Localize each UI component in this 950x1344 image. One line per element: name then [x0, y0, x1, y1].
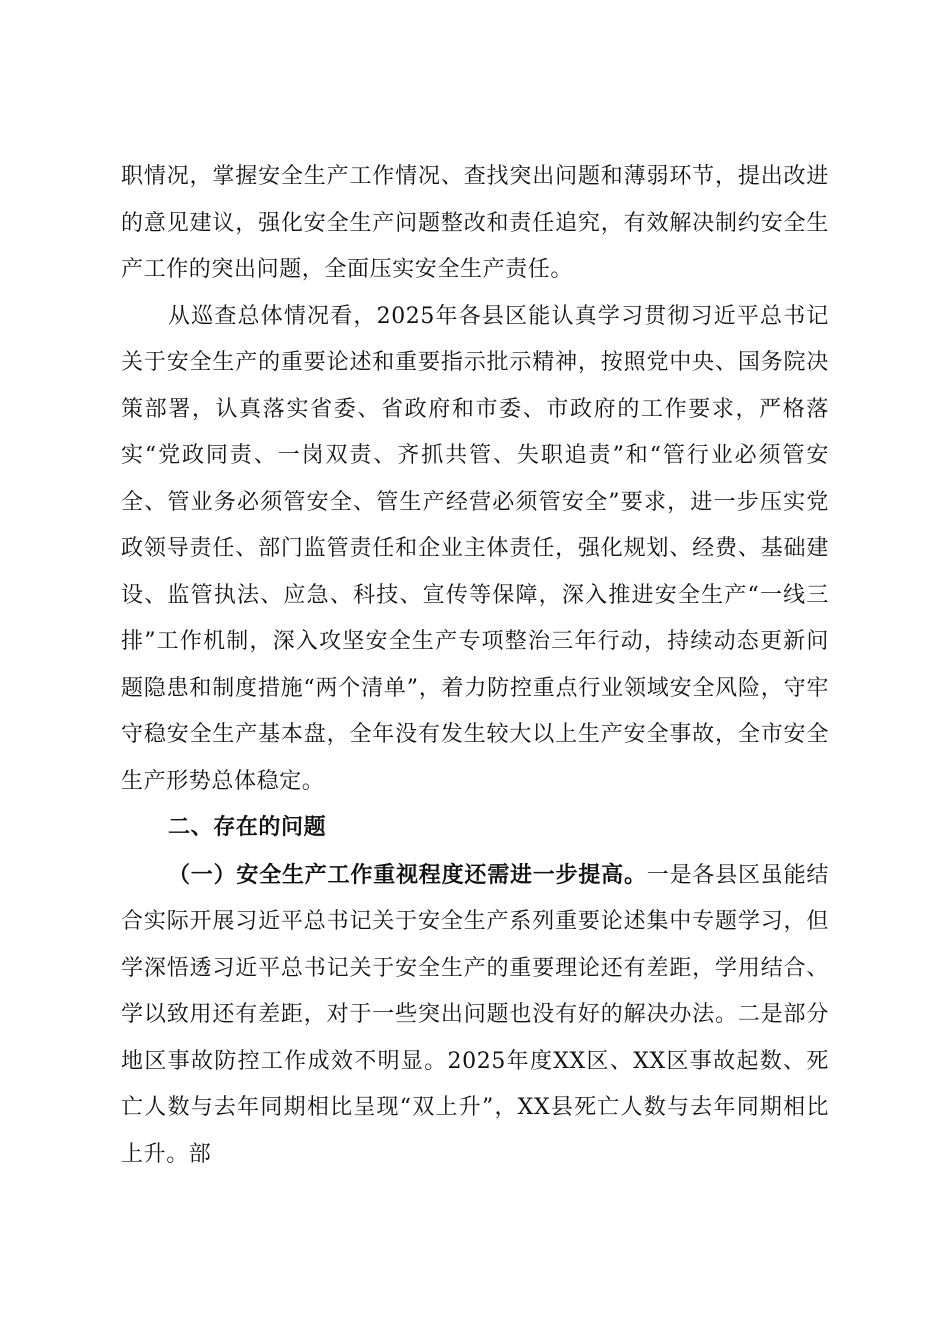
paragraph-continuation: 职情况，掌握安全生产工作情况、查找突出问题和薄弱环节，提出改进的意见建议，强化安全生产问题整改和责任追究，有效解决制约安全生产工作的突出问题，全面压实安全生产责任。: [121, 164, 829, 282]
problem-one-body: 一是各县区虽能结合实际开展习近平总书记关于安全生产系列重要论述集中专题学习，但学深悟透习近平总书记关于安全生产的重要理论还有差距，学用结合、学以致用还有差距，对于一些突出问题也没有好的解决办法。二是部分地区事故防控工作成效不明显。2025年度XX区、XX区事故起数、死亡人数与去年同期相比呈现“双上升”，XX县死亡人数与去年同期相比上升。部: [121, 862, 829, 1167]
problem-one-lead: （一）安全生产工作重视程度还需进一步提高。: [168, 861, 647, 888]
section-heading-problems: 二、存在的问题: [168, 815, 327, 840]
paragraph-overall-situation: 从巡查总体情况看，2025年各县区能认真学习贯彻习近平总书记关于安全生产的重要论述和重要指示批示精神，按照党中央、国务院决策部署，认真落实省委、省政府和市委、市政府的工作要求，严格落实“党政同责、一岗双责、齐抓共管、失职追责”和“管行业必须管安全、管业务必须管安全、管生产经营必须管安全”要求，进一步压实党政领导责任、部门监管责任和企业主体责任，强化规划、经费、基础建设、监管执法、应急、科技、宣传等保障，深入推进安全生产“一线三排”工作机制，深入攻坚安全生产专项整治三年行动，持续动态更新问题隐患和制度措施“两个清单”，着力防控重点行业领域安全风险，守牢守稳安全生产基本盘，全年没有发生较大以上生产安全事故，全市安全生产形势总体稳定。: [121, 303, 829, 794]
paragraph-problem-one: [121, 852, 829, 1179]
document-body: [121, 154, 829, 1178]
